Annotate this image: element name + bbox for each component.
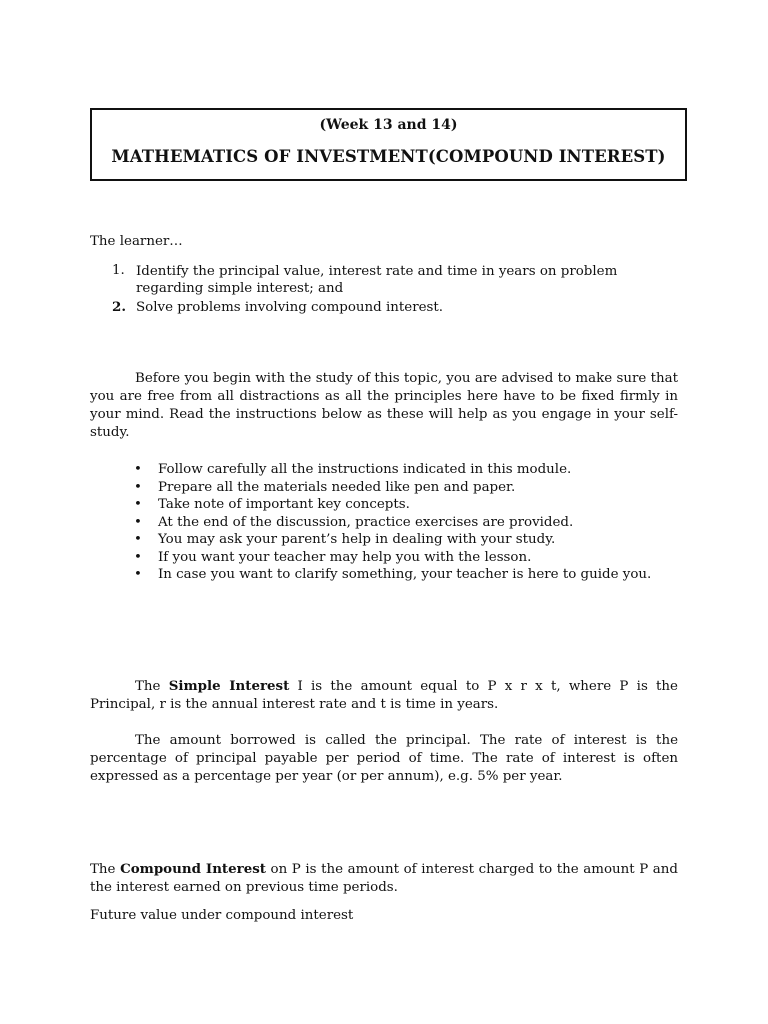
title-box <box>90 108 687 181</box>
definition-lead: The <box>135 679 169 694</box>
compound-interest-definition <box>90 860 678 897</box>
bullet-icon: • <box>134 479 142 495</box>
definition-lead: The <box>90 862 121 877</box>
list-item-text: You may ask your parent’s help in dealing with your study. <box>158 532 556 547</box>
list-item <box>134 496 651 514</box>
week-label: (Week 13 and 14) <box>319 117 458 133</box>
list-item-text: Take note of important key concepts. <box>158 497 410 512</box>
list-item-text: Prepare all the materials needed like pen and paper. <box>158 479 516 495</box>
list-item <box>134 549 651 567</box>
bullet-icon: • <box>134 567 142 582</box>
bullet-icon: • <box>134 462 142 477</box>
list-item-text: If you want your teacher may help you with the lesson. <box>158 549 532 565</box>
definition-rest: I is the amount equal to P x r x t, where P is the Principal, r is the annual interest rate and t is time in years. <box>90 679 678 712</box>
future-value-heading: Future value under compound interest <box>90 908 354 923</box>
list-item-text: In case you want to clarify something, your teacher is here to guide you. <box>158 567 652 582</box>
instructions-paragraph: Before you begin with the study of this topic, you are advised to make sure that you are free from all distractions as all the principles here have to be fixed firmly in your mind. Read the instructions below as these will help as you engage in your self-study. <box>90 371 678 440</box>
compound-interest-term: Compound Interest <box>120 861 266 877</box>
learner-intro: The learner… <box>90 234 183 249</box>
list-item <box>134 479 651 497</box>
list-item-text: Follow carefully all the instructions indicated in this module. <box>158 462 572 477</box>
definition-rest: on P is the amount of interest charged to the amount P and the interest earned on previous time periods. <box>90 862 678 895</box>
simple-interest-definition <box>90 677 678 714</box>
objective-text-2: Solve problems involving compound interest. <box>136 300 444 315</box>
list-item <box>134 461 651 479</box>
list-item <box>134 566 651 584</box>
objective-text-1: Identify the principal value, interest rate and time in years on problem regarding simple interest; and <box>136 264 618 296</box>
bullet-icon: • <box>134 514 142 530</box>
list-item <box>134 514 651 532</box>
bullet-icon: • <box>134 532 142 547</box>
objective-number-1: 1. <box>112 263 125 278</box>
bullet-icon: • <box>134 549 142 565</box>
list-item-text: At the end of the discussion, practice exercises are provided. <box>158 514 574 530</box>
bullet-icon: • <box>134 497 142 512</box>
principal-paragraph: The amount borrowed is called the principal. The rate of interest is the percentage of principal payable per period of time. The rate of interest is often expressed as a percentage per year (or per annum), e.g. 5% per year. <box>90 733 678 784</box>
instructions-list <box>134 461 651 584</box>
simple-interest-term: Simple Interest <box>168 678 290 694</box>
list-item <box>134 531 651 549</box>
page-title: MATHEMATICS OF INVESTMENT(COMPOUND INTEREST) <box>111 147 666 166</box>
objective-number-2: 2. <box>112 299 126 315</box>
